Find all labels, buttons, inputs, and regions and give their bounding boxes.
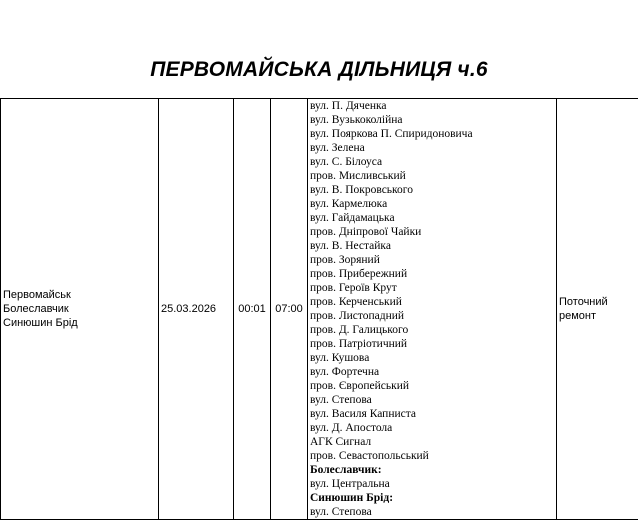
street-item: вул. С. Білоуса xyxy=(310,156,383,168)
date-cell: 25.03.2026 xyxy=(159,99,234,520)
streets-list xyxy=(310,99,554,519)
page-title: ПЕРВОМАЙСЬКА ДІЛЬНИЦЯ ч.6 xyxy=(150,58,488,81)
start-time-cell: 00:01 xyxy=(234,99,271,520)
street-item: АГК Сигнал xyxy=(310,436,372,448)
street-item: вул. Гайдамацька xyxy=(310,212,395,224)
street-item: пров. Листопадний xyxy=(310,310,405,322)
street-item: пров. Зоряний xyxy=(310,254,380,266)
locations-cell xyxy=(1,99,159,520)
street-item: вул. Степова xyxy=(310,506,372,518)
end-time-cell: 07:00 xyxy=(271,99,308,520)
street-item: вул. Василя Капниста xyxy=(310,408,417,420)
street-item: пров. Прибережний xyxy=(310,268,408,280)
street-item: пров. Дніпрової Чайки xyxy=(310,226,422,238)
location-name: Первомайськ xyxy=(3,289,71,301)
streets-cell xyxy=(308,99,557,520)
street-item: вул. В. Нестайка xyxy=(310,240,391,252)
street-item: пров. Керченський xyxy=(310,296,402,308)
location-name: Синюшин Брід xyxy=(3,317,78,329)
schedule-table-wrapper xyxy=(0,98,638,522)
street-item: пров. Європейський xyxy=(310,380,410,392)
street-item: вул. Пояркова П. Спиридоновича xyxy=(310,128,473,140)
table-row xyxy=(1,99,638,520)
street-item: вул. П. Дяченка xyxy=(310,100,387,112)
street-item: вул. Кармелюка xyxy=(310,198,388,210)
street-item: вул. Вузькоколійна xyxy=(310,114,403,126)
street-item: пров. Героїв Крут xyxy=(310,282,397,294)
locality-heading: Синюшин Брід: xyxy=(310,492,394,504)
street-item: вул. Степова xyxy=(310,394,372,406)
location-name: Болеславчик xyxy=(3,303,69,315)
street-item: вул. Зелена xyxy=(310,142,365,154)
street-item: вул. Центральна xyxy=(310,478,390,490)
street-item: пров. Д. Галицького xyxy=(310,324,409,336)
street-item: вул. Кушова xyxy=(310,352,370,364)
street-item: вул. Фортечна xyxy=(310,366,380,378)
street-item: пров. Севастопольський xyxy=(310,450,429,462)
street-item: пров. Мисливський xyxy=(310,170,406,182)
locality-heading: Болеславчик: xyxy=(310,464,382,476)
street-item: пров. Патріотичний xyxy=(310,338,408,350)
outage-schedule-table xyxy=(0,98,638,520)
street-item: вул. Д. Апостола xyxy=(310,422,393,434)
street-item: вул. В. Покровського xyxy=(310,184,413,196)
reason-cell: Поточний ремонт xyxy=(557,99,638,520)
